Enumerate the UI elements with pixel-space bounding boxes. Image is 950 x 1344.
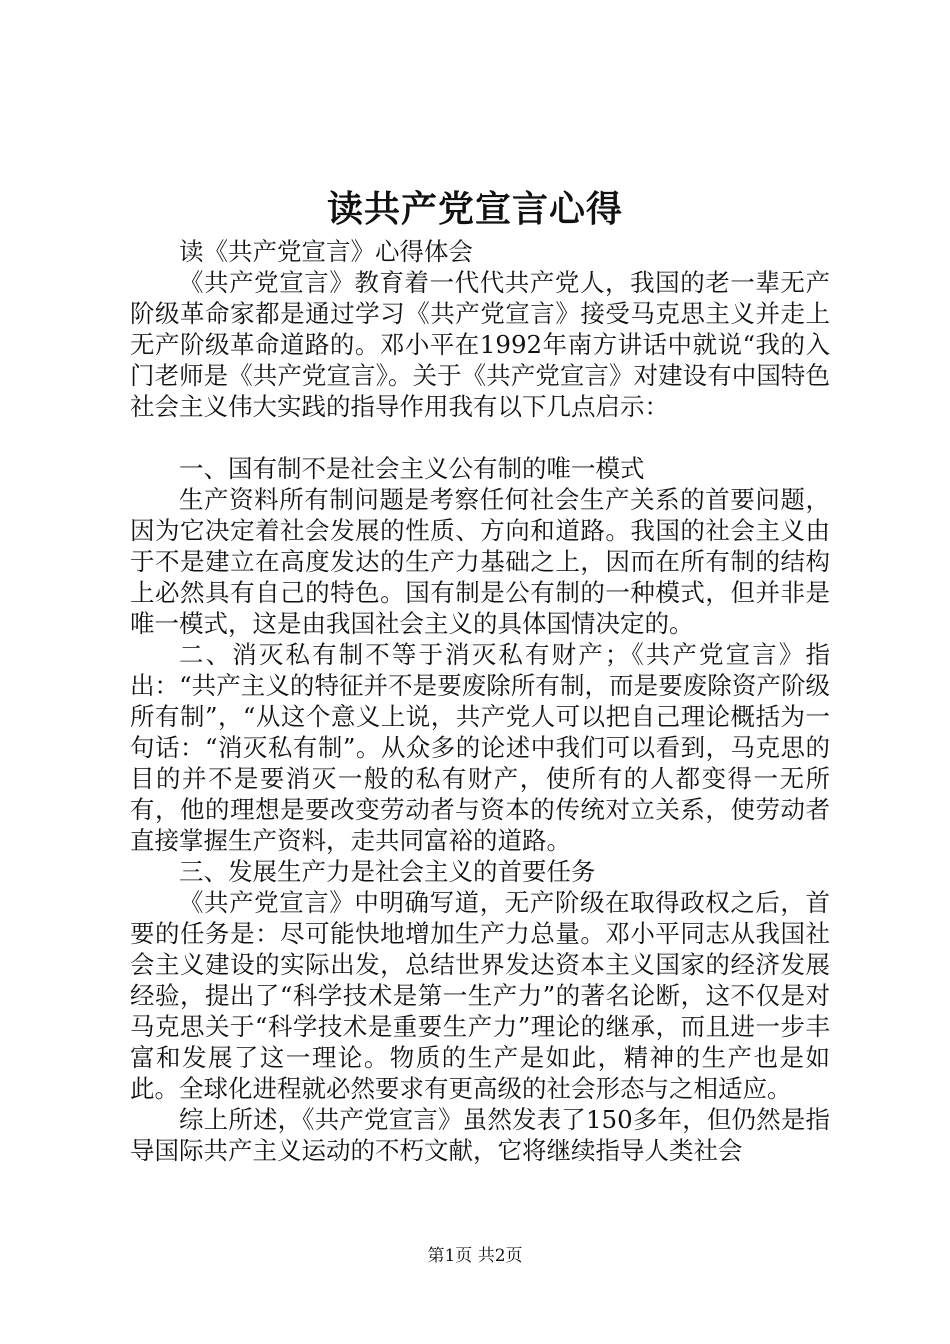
section-heading-3: 三、发展生产力是社会主义的首要任务	[179, 857, 596, 886]
page-footer: 第1页 共2页	[427, 1246, 523, 1266]
section-heading-1: 一、国有制不是社会主义公有制的唯一模式	[179, 454, 645, 483]
section-1-paragraph: 生产资料所有制问题是考察任何社会生产关系的首要问题，因为它决定着社会发展的性质、方向和道路。我国的社会主义由于不是建立在高度发达的生产力基础之上，因而在所有制的结构上必然具有自己的特色。国有制是公有制的一种模式，但并非是唯一模式，这是由我国社会主义的具体国情决定的。	[130, 485, 830, 638]
page-title: 读共产党宣言心得	[326, 188, 623, 230]
conclusion-paragraph: 综上所述，《共产党宣言》虽然发表了150多年，但仍然是指导国际共产主义运动的不朽文献，它将继续指导人类社会	[130, 1105, 830, 1165]
section-2-paragraph: 二、消灭私有制不等于消灭私有财产；《共产党宣言》指出：“共产主义的特征并不是要废除所有制，而是要废除资产阶级所有制”，“从这个意义上说，共产党人可以把自己理论概括为一句话：“消灭私有制”。从众多的论述中我们可以看到，马克思的目的并不是要消灭一般的私有财产，使所有的人都变得一无所有，他的理想是要改变劳动者与资本的传统对立关系，使劳动者直接掌握生产资料，走共同富裕的道路。	[130, 640, 830, 855]
document-body	[130, 236, 830, 1166]
subtitle-paragraph: 读《共产党宣言》心得体会	[179, 237, 473, 266]
section-3-paragraph: 《共产党宣言》中明确写道，无产阶级在取得政权之后，首要的任务是：尽可能快地增加生产力总量。邓小平同志从我国社会主义建设的实际出发，总结世界发达资本主义国家的经济发展经验，提出了“科学技术是第一生产力”的著名论断，这不仅是对马克思关于“科学技术是重要生产力”理论的继承，而且进一步丰富和发展了这一理论。物质的生产是如此，精神的生产也是如此。全球化进程就必然要求有更高级的社会形态与之相适应。	[130, 888, 830, 1103]
intro-paragraph: 《共产党宣言》教育着一代代共产党人，我国的老一辈无产阶级革命家都是通过学习《共产党宣言》接受马克思主义并走上无产阶级革命道路的。邓小平在1992年南方讲话中就说“我的入门老师是《共产党宣言》。关于《共产党宣言》对建设有中国特色社会主义伟大实践的指导作用我有以下几点启示：	[130, 268, 830, 421]
blank-line	[130, 422, 830, 453]
